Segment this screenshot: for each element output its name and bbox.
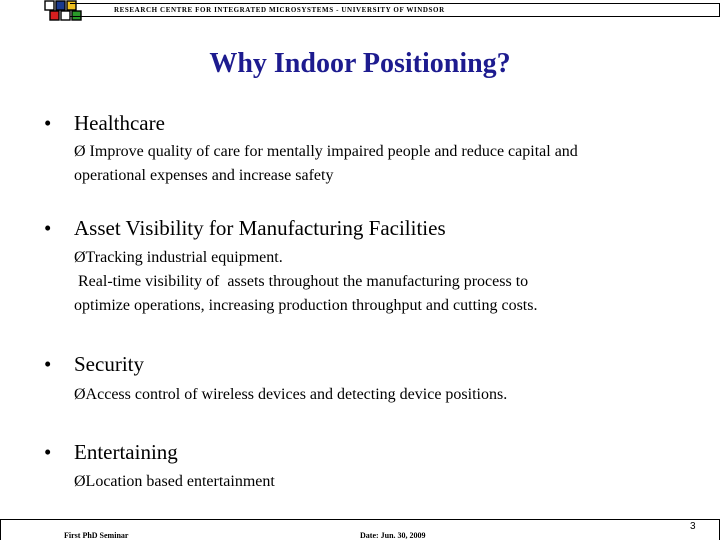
- sub-line: Real-time visibility of assets throughout the manufacturing process to: [74, 273, 529, 290]
- sub-line: ØLocation based entertainment: [74, 473, 275, 490]
- sub-line: optimize operations, increasing production throughput and cutting costs.: [74, 297, 538, 314]
- bullet-heading: Asset Visibility for Manufacturing Facilities: [74, 216, 446, 240]
- page-number: 3: [690, 521, 696, 532]
- sub-line: ØTracking industrial equipment.: [74, 249, 283, 266]
- bullet-heading: Security: [74, 352, 144, 376]
- sub-text-asset-visibility: [74, 246, 537, 318]
- sub-line: operational expenses and increase safety: [74, 167, 334, 184]
- bullet-dot: •: [44, 216, 52, 240]
- bullet-dot: •: [44, 111, 52, 135]
- sub-line: Ø Improve quality of care for mentally impaired people and reduce capital and: [74, 143, 578, 160]
- bullet-security: [44, 352, 144, 377]
- bullet-entertaining: [44, 440, 178, 465]
- footer-seminar: First PhD Seminar: [64, 531, 129, 540]
- bullet-asset-visibility: [44, 216, 446, 241]
- slide-title: Why Indoor Positioning?: [209, 48, 511, 79]
- sub-text-security: [74, 383, 507, 407]
- bullet-heading: Healthcare: [74, 111, 165, 135]
- header-text: RESEARCH CENTRE FOR INTEGRATED MICROSYSTEMS - UNIVERSITY OF WINDSOR: [114, 6, 445, 14]
- sub-text-entertaining: [74, 470, 275, 494]
- sub-text-healthcare: [74, 140, 578, 188]
- bullet-dot: •: [44, 352, 52, 376]
- bullet-dot: •: [44, 440, 52, 464]
- bullet-healthcare: [44, 111, 165, 136]
- footer-date: Date: Jun. 30, 2009: [360, 531, 426, 540]
- bullet-heading: Entertaining: [74, 440, 178, 464]
- sub-line: ØAccess control of wireless devices and detecting device positions.: [74, 386, 508, 403]
